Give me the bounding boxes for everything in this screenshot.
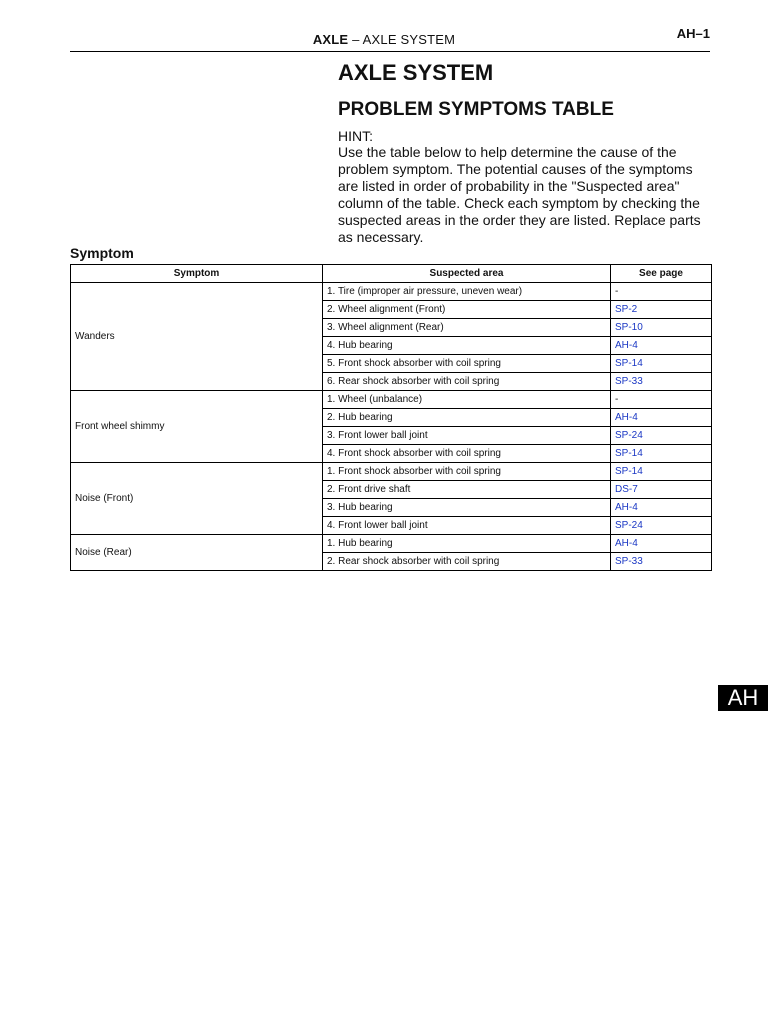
see-page-cell: - <box>611 391 712 409</box>
see-page-link[interactable]: SP-10 <box>611 319 712 337</box>
column-header-suspected-area: Suspected area <box>323 265 611 283</box>
see-page-link[interactable]: AH-4 <box>611 337 712 355</box>
suspected-area-cell: 2. Wheel alignment (Front) <box>323 301 611 319</box>
see-page-link[interactable]: SP-14 <box>611 355 712 373</box>
see-page-link[interactable]: AH-4 <box>611 499 712 517</box>
header-section: AXLE <box>312 32 349 47</box>
column-header-see-page: See page <box>611 265 712 283</box>
table-row <box>71 535 712 553</box>
suspected-area-cell: 2. Front drive shaft <box>323 481 611 499</box>
section-title: PROBLEM SYMPTOMS TABLE <box>338 99 614 120</box>
see-page-link[interactable]: SP-24 <box>611 517 712 535</box>
table-heading: Symptom <box>70 245 134 261</box>
suspected-area-cell: 6. Rear shock absorber with coil spring <box>323 373 611 391</box>
suspected-area-cell: 4. Front shock absorber with coil spring <box>323 445 611 463</box>
symptom-cell: Noise (Front) <box>71 463 323 535</box>
suspected-area-cell: 4. Hub bearing <box>323 337 611 355</box>
hint-text: Use the table below to help determine the cause of the problem symptom. The potential causes of the symptoms are listed in order of probability in the "Suspected area" column of the table. Check each symptom by checking the suspected areas in the order they are listed. Replace parts as necessary. <box>338 144 701 245</box>
hint-label: HINT: <box>338 128 373 144</box>
suspected-area-cell: 1. Tire (improper air pressure, uneven wear) <box>323 283 611 301</box>
problem-symptoms-table <box>70 264 712 571</box>
symptom-cell: Noise (Rear) <box>71 535 323 571</box>
see-page-link[interactable]: AH-4 <box>611 409 712 427</box>
suspected-area-cell: 1. Hub bearing <box>323 535 611 553</box>
symptom-cell: Front wheel shimmy <box>71 391 323 463</box>
page-title: AXLE SYSTEM <box>338 60 494 85</box>
see-page-link[interactable]: DS-7 <box>611 481 712 499</box>
see-page-link[interactable]: SP-24 <box>611 427 712 445</box>
suspected-area-cell: 3. Front lower ball joint <box>323 427 611 445</box>
table-row <box>71 391 712 409</box>
section-tab: AH <box>718 685 768 711</box>
see-page-link[interactable]: SP-14 <box>611 445 712 463</box>
see-page-cell: - <box>611 283 712 301</box>
suspected-area-cell: 1. Front shock absorber with coil spring <box>323 463 611 481</box>
see-page-link[interactable]: SP-33 <box>611 553 712 571</box>
suspected-area-cell: 1. Wheel (unbalance) <box>323 391 611 409</box>
see-page-link[interactable]: SP-14 <box>611 463 712 481</box>
table-row <box>71 283 712 301</box>
suspected-area-cell: 4. Front lower ball joint <box>323 517 611 535</box>
see-page-link[interactable]: AH-4 <box>611 535 712 553</box>
symptom-cell: Wanders <box>71 283 323 391</box>
suspected-area-cell: 3. Wheel alignment (Rear) <box>323 319 611 337</box>
suspected-area-cell: 2. Hub bearing <box>323 409 611 427</box>
see-page-link[interactable]: SP-33 <box>611 373 712 391</box>
header-subsection: AXLE SYSTEM <box>362 32 456 47</box>
page-number: AH–1 <box>676 26 710 41</box>
see-page-link[interactable]: SP-2 <box>611 301 712 319</box>
suspected-area-cell: 3. Hub bearing <box>323 499 611 517</box>
table-row <box>71 463 712 481</box>
suspected-area-cell: 5. Front shock absorber with coil spring <box>323 355 611 373</box>
table-header-row <box>71 265 712 283</box>
column-header-symptom: Symptom <box>71 265 323 283</box>
header-separator: – <box>352 32 360 47</box>
running-header <box>0 32 768 47</box>
header-divider <box>70 51 710 52</box>
suspected-area-cell: 2. Rear shock absorber with coil spring <box>323 553 611 571</box>
